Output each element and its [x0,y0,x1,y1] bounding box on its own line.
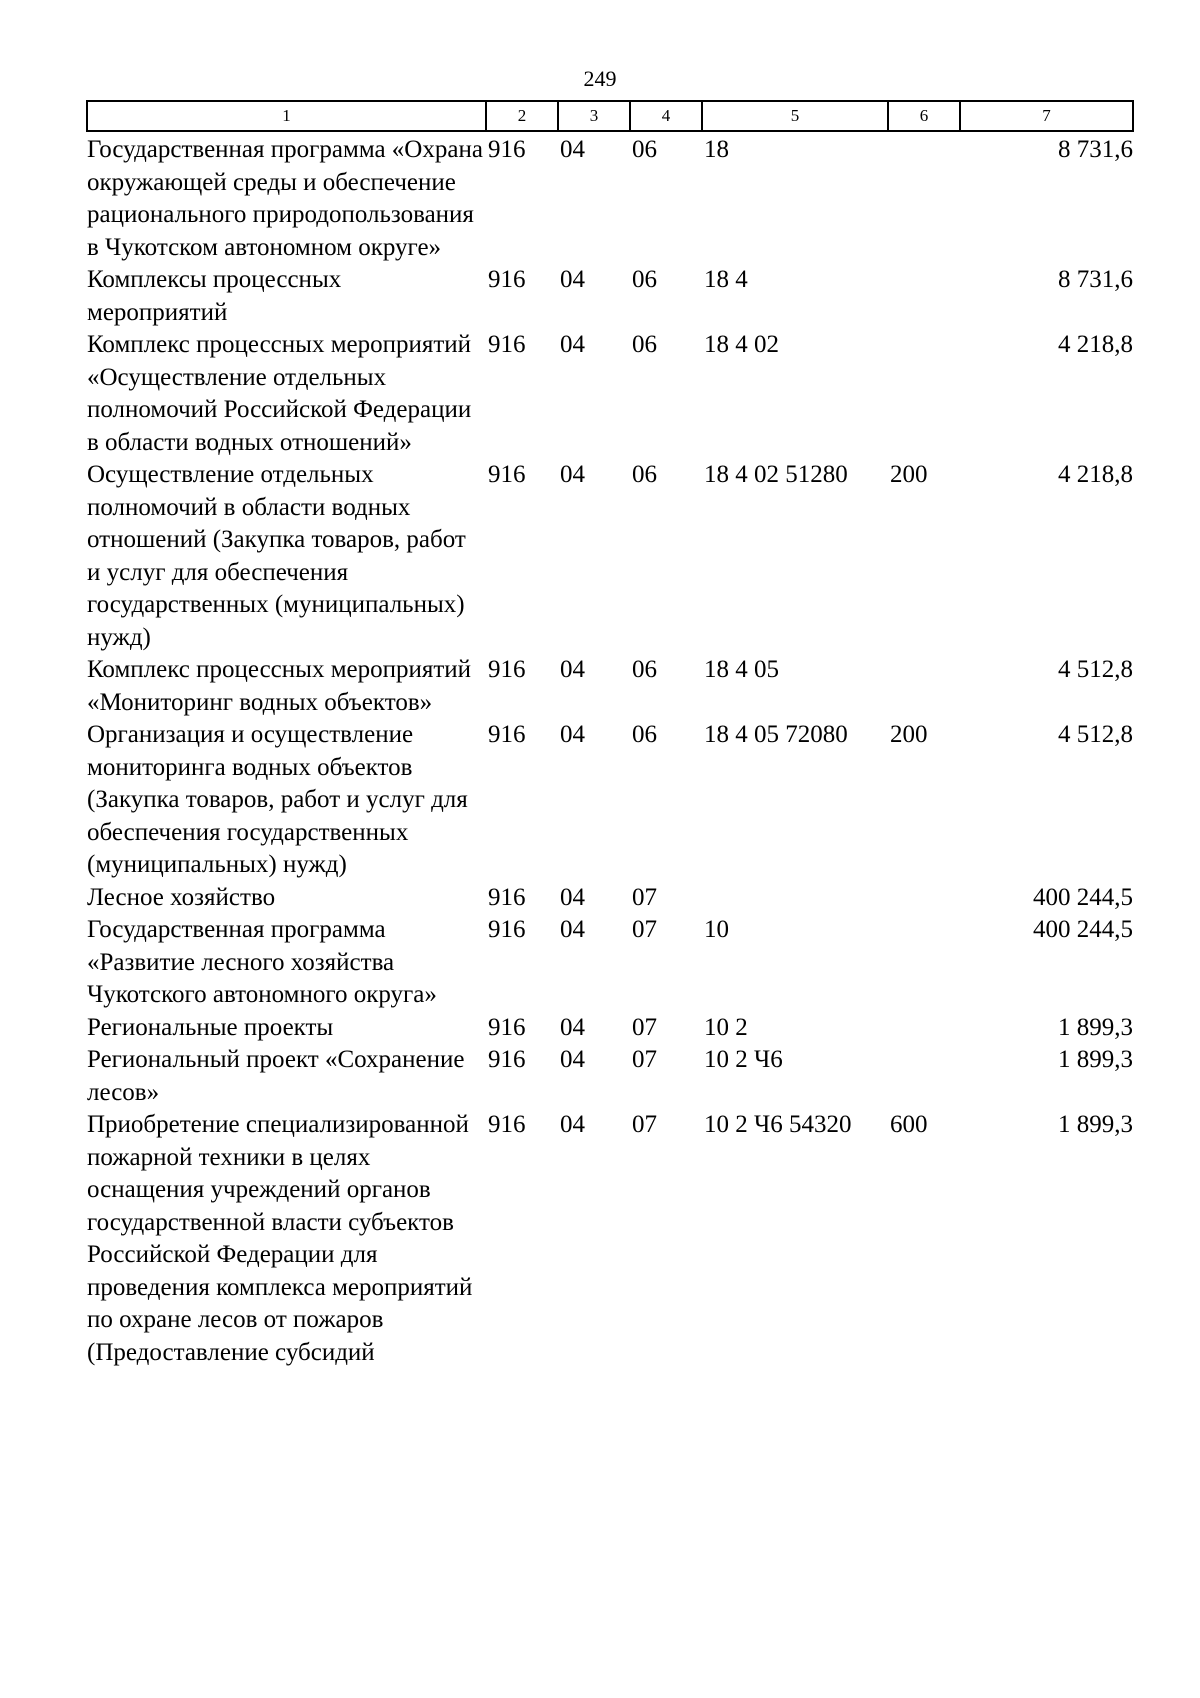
row-section-code-cell: 04 [560,883,585,911]
row-ministry-code-cell: 916 [488,721,526,748]
page-number: 249 [583,66,617,91]
table-row [87,882,1133,915]
row-section-code-cell: 04 [560,1111,585,1138]
column-header-6: 6 [888,101,960,131]
row-subsection-code-cell: 07 [632,1046,657,1073]
row-ministry-code-cell: 916 [488,461,526,488]
row-amount-cell: 8 731,6 [1058,266,1133,293]
row-target-article-cell: 10 [704,916,729,943]
row-amount-cell: 1 899,3 [1058,1013,1133,1041]
row-section-code-cell: 04 [560,136,585,163]
table-row [87,654,1133,719]
row-subsection-code-cell: 06 [632,721,657,748]
row-amount-cell: 1 899,3 [1058,1046,1133,1073]
row-ministry-code-cell: 916 [488,1013,526,1041]
budget-table [86,100,1134,1369]
row-name-cell: Лесное хозяйство [87,883,276,911]
row-expense-type-cell: 200 [890,461,928,488]
row-target-article-cell [702,882,888,915]
row-expense-type-cell [888,264,960,329]
row-amount-cell: 4 512,8 [1058,656,1133,683]
row-subsection-code-cell: 06 [632,331,657,358]
row-expense-type-cell: 200 [890,721,928,748]
row-expense-type-cell [888,329,960,459]
row-amount-cell: 4 218,8 [1058,461,1133,488]
row-name-cell: Комплекс процессных мероприятий «Осуществление отдельных полномочий Российской Федерации в области водных отношений» [87,331,472,456]
table-row [87,329,1133,459]
row-name-cell: Комплексы процессных мероприятий [87,266,342,326]
table-row [87,131,1133,264]
row-target-article-cell: 18 4 02 51280 [704,461,848,488]
column-header-3: 3 [558,101,630,131]
row-section-code-cell: 04 [560,331,585,358]
row-amount-cell: 400 244,5 [1033,883,1133,911]
column-header-7: 7 [960,101,1133,131]
row-subsection-code-cell: 06 [632,461,657,488]
row-target-article-cell: 10 2 Ч6 [704,1046,783,1073]
column-header-1: 1 [87,101,486,131]
row-ministry-code-cell: 916 [488,883,526,911]
table-row [87,914,1133,1012]
row-subsection-code-cell: 07 [632,916,657,943]
row-subsection-code-cell: 07 [632,883,657,911]
row-expense-type-cell [888,1044,960,1109]
table-row [87,459,1133,654]
row-target-article-cell: 18 [704,136,729,163]
row-target-article-cell: 18 4 05 72080 [704,721,848,748]
table-row [87,719,1133,882]
row-expense-type-cell [888,1012,960,1045]
row-name-cell: Региональный проект «Сохранение лесов» [87,1046,465,1106]
row-name-cell: Приобретение специализированной пожарной техники в целях оснащения учреждений органов государственной власти субъектов Российской Федерации для проведения комплекса мероприятий по охране лесов от пожаров (Предоставление субсидий [87,1111,473,1366]
row-target-article-cell: 18 4 05 [704,656,779,683]
row-ministry-code-cell: 916 [488,266,526,293]
column-header-5: 5 [702,101,888,131]
row-amount-cell: 8 731,6 [1058,136,1133,163]
row-subsection-code-cell: 07 [632,1111,657,1138]
row-subsection-code-cell: 06 [632,656,657,683]
row-expense-type-cell: 600 [890,1111,928,1138]
row-section-code-cell: 04 [560,266,585,293]
column-header-4: 4 [630,101,702,131]
table-row [87,264,1133,329]
row-expense-type-cell [888,654,960,719]
row-amount-cell: 4 218,8 [1058,331,1133,358]
row-section-code-cell: 04 [560,721,585,748]
row-name-cell: Государственная программа «Охрана окружающей среды и обеспечение рационального природопользования в Чукотском автономном округе» [87,136,483,261]
row-target-article-cell: 10 2 Ч6 54320 [704,1111,852,1138]
row-name-cell: Осуществление отдельных полномочий в области водных отношений (Закупка товаров, работ и услуг для обеспечения государственных (муниципальных) нужд) [87,461,466,651]
table-row [87,1044,1133,1109]
row-expense-type-cell [888,914,960,1012]
row-subsection-code-cell: 06 [632,266,657,293]
row-subsection-code-cell: 06 [632,136,657,163]
row-name-cell: Организация и осуществление мониторинга водных объектов (Закупка товаров, работ и услуг для обеспечения государственных (муниципальных) нужд) [87,721,468,878]
row-amount-cell: 400 244,5 [1033,916,1133,943]
row-expense-type-cell [888,882,960,915]
row-expense-type-cell [888,131,960,264]
row-ministry-code-cell: 916 [488,136,526,163]
table-body [87,131,1133,1369]
row-subsection-code-cell: 07 [632,1013,657,1041]
table-row [87,1012,1133,1045]
row-section-code-cell: 04 [560,1046,585,1073]
row-name-cell: Региональные проекты [87,1013,334,1041]
row-ministry-code-cell: 916 [488,1046,526,1073]
row-name-cell: Государственная программа «Развитие лесного хозяйства Чукотского автономного округа» [87,916,437,1008]
column-number-header [87,101,1133,131]
row-section-code-cell: 04 [560,1013,585,1041]
row-section-code-cell: 04 [560,916,585,943]
column-header-2: 2 [486,101,558,131]
row-section-code-cell: 04 [560,656,585,683]
row-section-code-cell: 04 [560,461,585,488]
row-name-cell: Комплекс процессных мероприятий «Мониторинг водных объектов» [87,656,472,716]
row-ministry-code-cell: 916 [488,656,526,683]
row-ministry-code-cell: 916 [488,1111,526,1138]
row-ministry-code-cell: 916 [488,916,526,943]
row-ministry-code-cell: 916 [488,331,526,358]
table-row [87,1109,1133,1369]
row-target-article-cell: 10 2 [704,1013,748,1041]
row-target-article-cell: 18 4 [704,266,748,293]
row-target-article-cell: 18 4 02 [704,331,779,358]
row-amount-cell: 1 899,3 [1058,1111,1133,1138]
row-amount-cell: 4 512,8 [1058,721,1133,748]
